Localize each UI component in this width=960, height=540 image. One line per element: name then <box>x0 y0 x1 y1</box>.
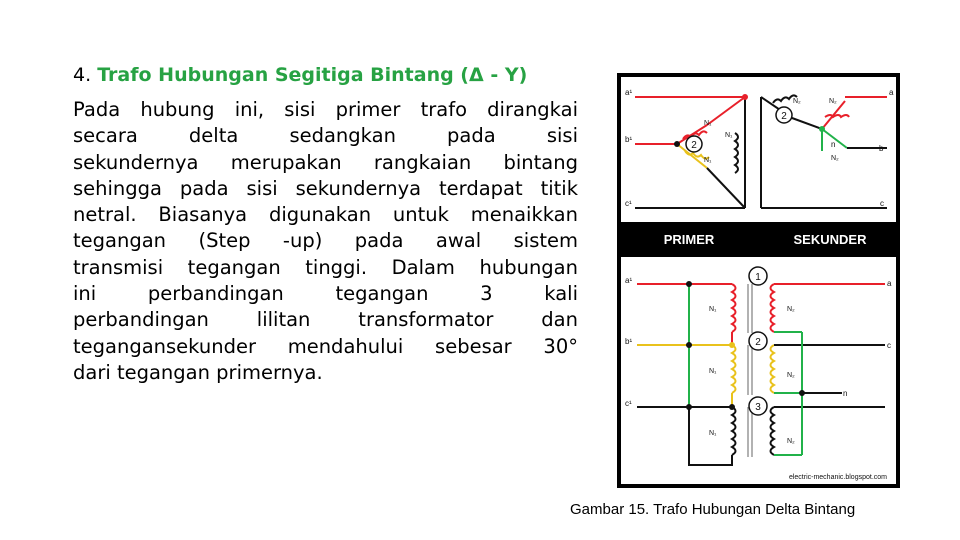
node-dot <box>674 141 680 147</box>
terminal-label: n <box>843 389 848 398</box>
terminal-label: c <box>887 341 891 350</box>
coil-label: N₁ <box>709 306 717 313</box>
terminal-label: c¹ <box>625 199 632 208</box>
coil-label: N₁ <box>704 120 712 127</box>
node-dot <box>729 404 735 410</box>
terminal-label: c <box>880 199 884 208</box>
body-line: transmisi tegangan tinggi. Dalam hubungan <box>73 255 578 279</box>
coil-label: N₁ <box>704 157 712 164</box>
coil-label: N₂ <box>787 372 795 379</box>
heading-number: 4. <box>73 64 92 86</box>
transformer-diagram <box>617 73 900 488</box>
terminal-label: a <box>887 279 892 288</box>
body-line: tegangan (Step -up) pada awal sistem <box>73 229 578 253</box>
coil-label: N₂ <box>787 306 795 313</box>
coil-label: N₂ <box>831 155 839 162</box>
terminal-label: b <box>879 144 884 153</box>
terminal-label: c¹ <box>625 399 632 408</box>
node-dot <box>742 94 748 100</box>
coil-label: N₂ <box>787 438 795 445</box>
circle-number: 3 <box>755 402 761 413</box>
body-line: sekundernya merupakan rangkaian bintang <box>73 150 578 174</box>
node-dot <box>729 342 735 348</box>
terminal-label: a¹ <box>625 88 633 97</box>
coil-label: N₁ <box>725 132 733 139</box>
body-line: Pada hubung ini, sisi primer trafo dirangkai <box>73 98 578 121</box>
body-line: dari tegangan primernya. <box>73 360 323 384</box>
circle-number: 2 <box>755 337 761 348</box>
coil-label: N₂ <box>829 98 837 105</box>
body-line: ini perbandingan tegangan 3 kali <box>73 282 578 306</box>
terminal-label: a¹ <box>625 276 633 285</box>
coil-label: N₂ <box>793 98 801 105</box>
body-line: perbandingan lilitan transformator dan <box>73 308 578 332</box>
figure-caption: Gambar 15. Trafo Hubungan Delta Bintang <box>570 501 856 518</box>
body-paragraph <box>73 97 578 386</box>
body-line: sehingga pada sisi sekundernya terdapat titik <box>73 176 578 200</box>
terminal-label: a <box>889 88 894 97</box>
diagram-svg <box>617 73 900 488</box>
section-heading <box>73 64 527 86</box>
terminal-label: b¹ <box>625 135 633 144</box>
terminal-label: n <box>831 140 836 149</box>
coil-label: N₁ <box>709 430 717 437</box>
sekunder-label: SEKUNDER <box>793 232 867 247</box>
bottom-panel <box>621 257 896 484</box>
circle-number: 2 <box>691 140 697 151</box>
terminal-label: b¹ <box>625 337 633 346</box>
coil-label: N₁ <box>709 368 717 375</box>
node-dot <box>686 404 692 410</box>
watermark: electric-mechanic.blogspot.com <box>788 474 887 481</box>
body-line: netral. Biasanya digunakan untuk menaikkan <box>73 203 578 227</box>
neutral-dot <box>819 126 825 132</box>
node-dot <box>686 281 692 287</box>
circle-number: 1 <box>755 272 761 283</box>
node-dot <box>686 342 692 348</box>
primer-label: PRIMER <box>663 232 715 247</box>
top-panel <box>621 77 896 222</box>
body-line: secara delta sedangkan pada sisi <box>73 124 578 148</box>
body-line: tegangansekunder mendahului sebesar 30° <box>73 334 578 358</box>
circle-number: 2 <box>781 111 787 122</box>
heading-title: Trafo Hubungan Segitiga Bintang (Δ - Y) <box>97 64 528 86</box>
neutral-dot <box>799 390 805 396</box>
